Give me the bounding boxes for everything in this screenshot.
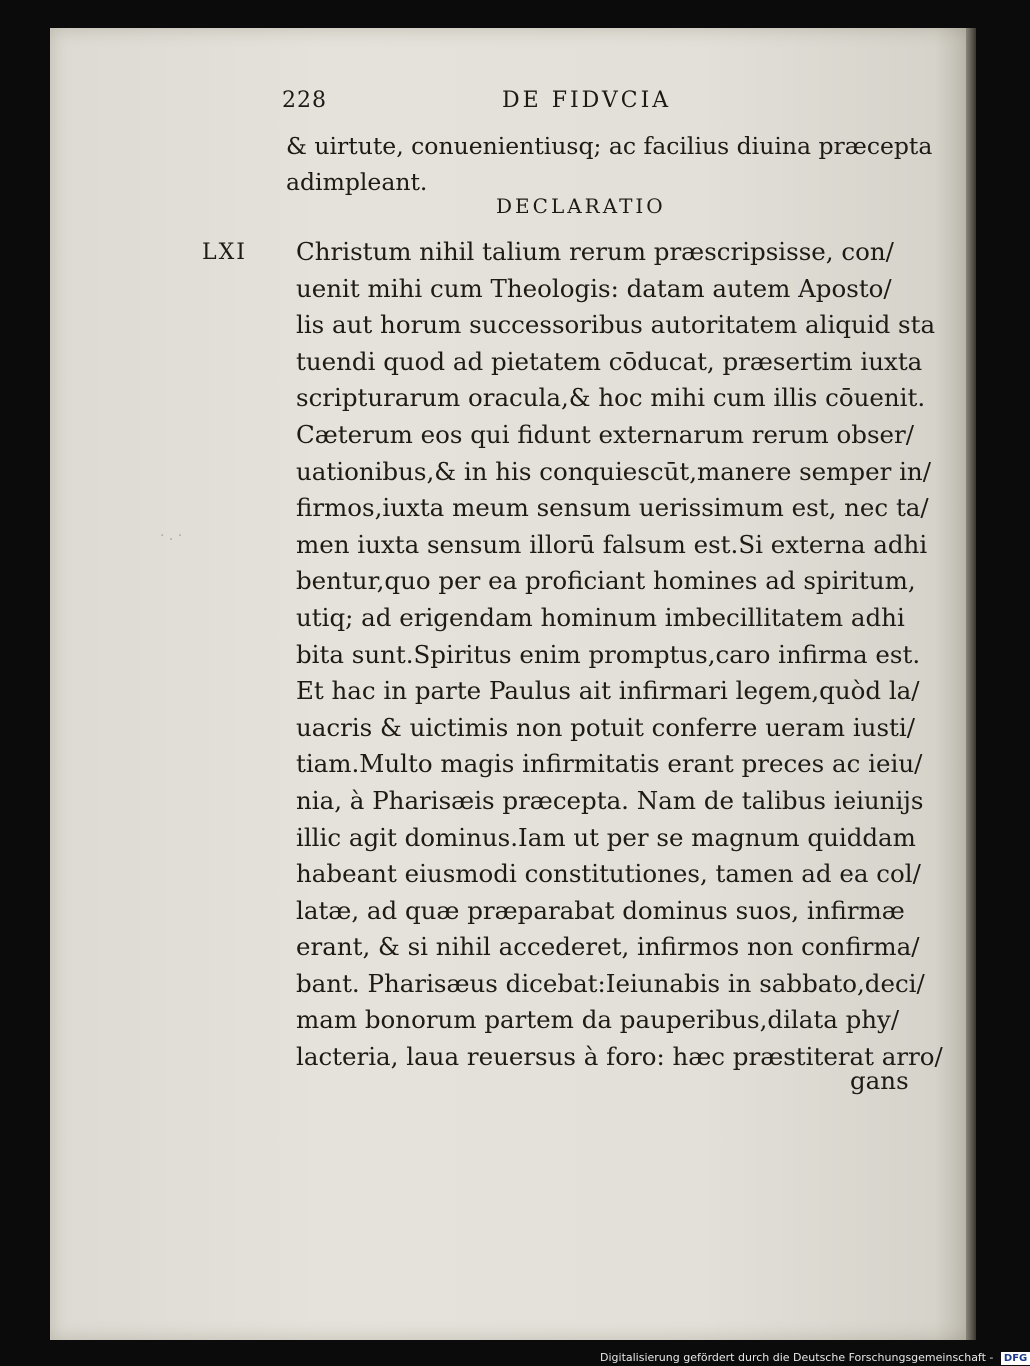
text-line: & uirtute, conuenientiusq; ac facilius diuina præcepta: [286, 132, 933, 160]
text-line: bita sunt.Spiritus enim promptus,caro infirma est.: [296, 639, 921, 669]
ink-smudge: · . ·: [160, 528, 183, 544]
text-line: bentur,quo per ea proficiant homines ad spiritum,: [296, 566, 916, 596]
text-line: nia, à Pharisæis præcepta. Nam de talibus ieiunijs: [296, 785, 924, 815]
text-line: lacteria, laua reuersus à foro: hæc præstiterat arro/: [296, 1042, 943, 1072]
dfg-logo-icon: DFG: [1001, 1352, 1030, 1365]
digitization-credit: [600, 1350, 1028, 1366]
text-line: adimpleant.: [286, 168, 428, 196]
text-line: lis aut horum successoribus autoritatem aliquid sta: [296, 310, 936, 340]
margin-section-number: LXI: [202, 240, 247, 265]
text-line: Christum nihil talium rerum præscripsisse, con/: [296, 237, 894, 266]
text-line: Cæterum eos qui fidunt externarum rerum obser/: [296, 419, 915, 449]
catchword: gans: [850, 1066, 909, 1095]
text-line: illic agit dominus.Iam ut per se magnum quiddam: [296, 822, 916, 852]
text-line: erant, & si nihil accederet, infirmos non confirma/: [296, 932, 920, 962]
main-text: [296, 234, 943, 1076]
page-edge: [966, 28, 976, 1340]
text-line: tiam.Multo magis infirmitatis erant preces ac ieiu/: [296, 749, 923, 779]
text-line: uacris & uictimis non potuit conferre ueram iusti/: [296, 712, 915, 742]
text-line: scripturarum oracula,& hoc mihi cum illis cōuenit.: [296, 383, 926, 413]
continuation-text: [286, 128, 932, 200]
text-line: latæ, ad quæ præparabat dominus suos, infirmæ: [296, 895, 905, 925]
text-line: firmos,iuxta meum sensum uerissimum est, nec ta/: [296, 493, 929, 523]
text-line: habeant eiusmodi constitutiones, tamen ad ea col/: [296, 859, 921, 889]
folio-number: 228: [282, 88, 327, 113]
text-line: mam bonorum partem da pauperibus,dilata phy/: [296, 1005, 900, 1035]
text-line: bant. Pharisæus dicebat:Ieiunabis in sabbato,deci/: [296, 968, 925, 998]
text-line: men iuxta sensum illorū falsum est.Si externa adhi: [296, 529, 928, 559]
text-line: uationibus,& in his conquiescūt,manere semper in/: [296, 456, 931, 486]
text-line: Et hac in parte Paulus ait infirmari legem,quòd la/: [296, 676, 920, 706]
page-header: [282, 88, 702, 122]
credit-text: Digitalisierung gefördert durch die Deutsche Forschungsgemeinschaft -: [600, 1351, 994, 1364]
section-heading: DECLARATIO: [496, 194, 666, 218]
text-line: utiq; ad erigendam hominum imbecillitatem adhi: [296, 602, 905, 632]
text-line: tuendi quod ad pietatem cōducat, præsertim iuxta: [296, 346, 923, 376]
running-title: DE FIDVCIA: [502, 88, 672, 113]
text-line: uenit mihi cum Theologis: datam autem Aposto/: [296, 273, 892, 303]
